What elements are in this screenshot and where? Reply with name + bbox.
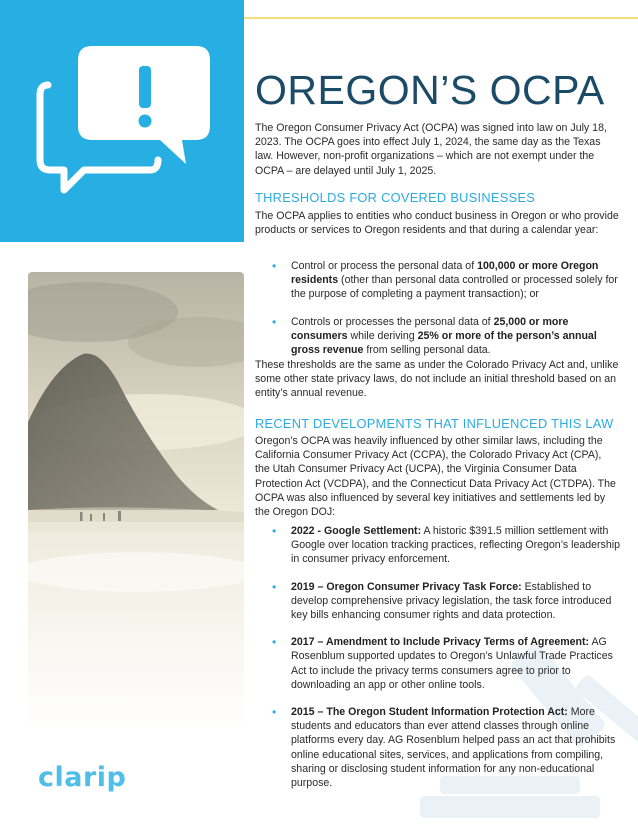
bullet-icon: • (272, 635, 277, 650)
developments-list (272, 524, 620, 803)
threshold-item: • Control or process the personal data of 100,000 or more Oregon residents (other than personal data controlled or processed solely for the purpose of completing a payment transaction); or (272, 259, 618, 301)
chat-bubbles-exclamation-icon (0, 0, 244, 242)
thresholds-note: These thresholds are the same as under the Colorado Privacy Act and, unlike some other state privacy laws, do not include an initial threshold based on an entity’s annual revenue. (255, 359, 619, 400)
development-item: • 2015 – The Oregon Student Information Protection Act: More students and educators than ever attend classes through online platforms every day. AG Rosenblum helped pass an act that prohibits online educational sites, services, and applications from compiling, sharing or disclosing student information for any non-educational purpose. (272, 705, 616, 790)
bullet-icon: • (272, 314, 277, 329)
page-title: OREGON’S OCPA (255, 67, 605, 113)
intro-paragraph: The Oregon Consumer Privacy Act (OCPA) was signed into law on July 18, 2023. The OCPA goes into effect July 1, 2024, the same day as the Texas law. However, non-profit organizations – which are not exempt under the OCPA – are delayed until July 1, 2025. (255, 122, 607, 177)
threshold-item: • Controls or processes the personal data of 25,000 or more consumers while deriving 25% or more of the person’s annual gross revenue from selling personal data. (272, 314, 597, 357)
header-rule (244, 17, 638, 19)
bullet-icon: • (272, 705, 277, 720)
developments-lead: Oregon’s OCPA was heavily influenced by other similar laws, including the California Consumer Privacy Act (CCPA), the Colorado Privacy Act (CPA), the Utah Consumer Privacy Act (UCPA), the Virginia Consumer Data Protection Act (VCDPA), and the Connecticut Data Privacy Act (CTDPA). The OCPA was also influenced by several key initiatives and settlements led by the Oregon DOJ: (255, 435, 616, 519)
bullet-icon: • (272, 259, 277, 273)
hero-panel (0, 0, 244, 242)
development-item: • 2019 – Oregon Consumer Privacy Task Force: Established to develop comprehensive privacy legislation, the task force introduced key bills enhancing consumer rights and data protection. (272, 579, 612, 622)
bullet-icon: • (272, 524, 277, 538)
developments-heading: RECENT DEVELOPMENTS THAT INFLUENCED THIS LAW (255, 416, 614, 431)
thresholds-list (272, 259, 620, 370)
development-item: • 2017 – Amendment to Include Privacy Terms of Agreement: AG Rosenblum supported updates to Oregon’s Unlawful Trade Practices Act to include the privacy terms consumers agree to prior to downloading an app or other online tools. (272, 635, 613, 691)
clarip-logo: clarip (38, 762, 127, 793)
bullet-icon: • (272, 579, 277, 594)
development-item: • 2022 - Google Settlement: A historic $391.5 million settlement with Google over location tracking practices, reflecting Oregon’s leadership in consumer privacy enforcement. (272, 524, 620, 566)
thresholds-lead: The OCPA applies to entities who conduct business in Oregon or who provide products or services to Oregon residents and that during a calendar year: (255, 210, 619, 237)
coastal-haystack-rock-photo (28, 272, 244, 727)
thresholds-heading: THRESHOLDS FOR COVERED BUSINESSES (255, 190, 536, 205)
